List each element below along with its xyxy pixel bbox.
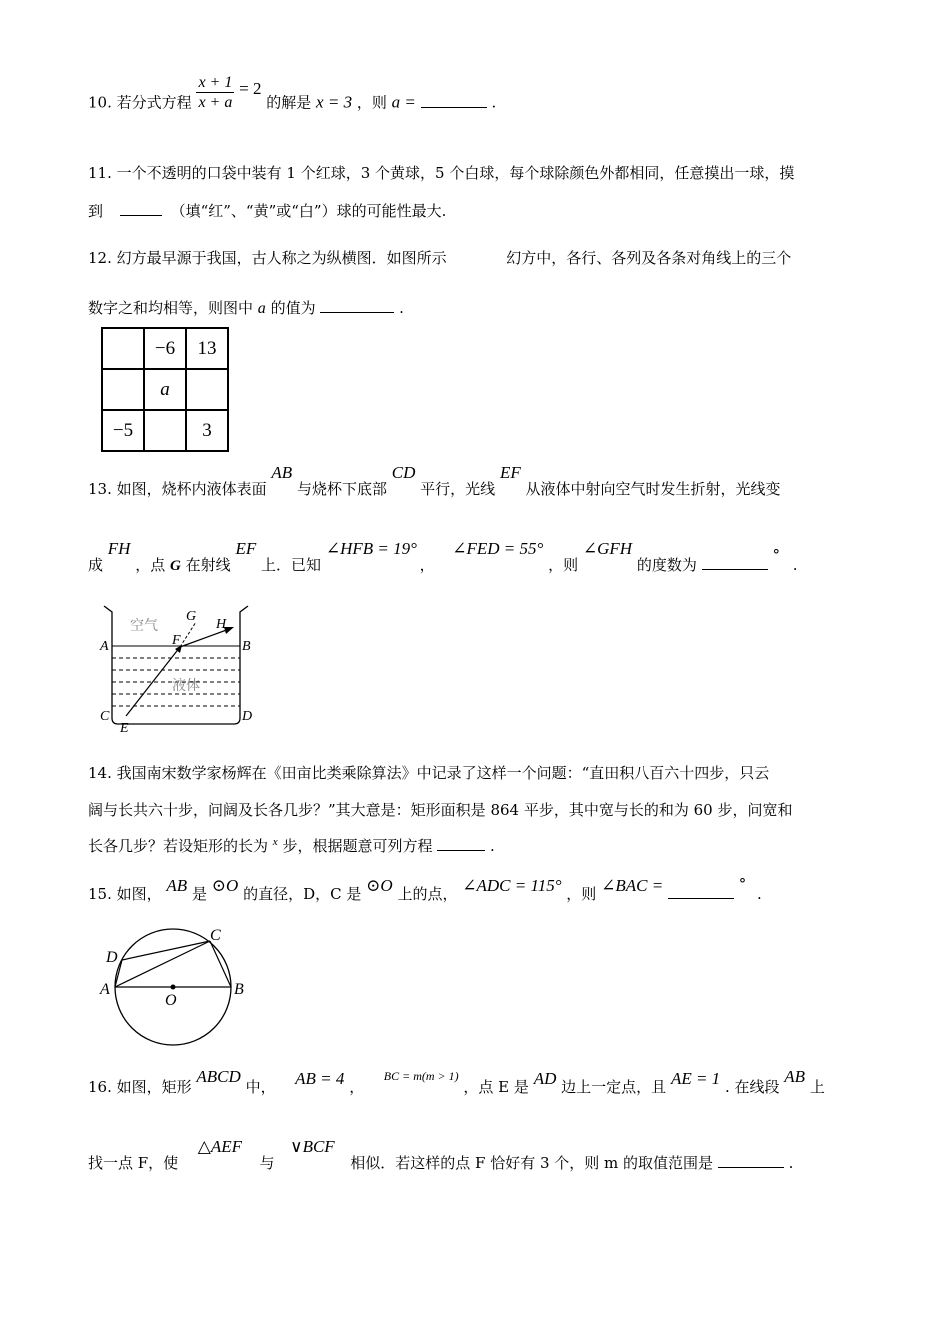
chord-ac [115,941,210,987]
label-f: F [172,633,181,648]
q15-text-2: 是 [191,885,207,903]
q15-answer-blank[interactable] [668,884,734,899]
label-c: C [100,709,110,724]
label-c: C [210,927,221,944]
q16-triangle-bcf: ∨BCF [290,1137,335,1156]
magic-square-cell: 13 [186,328,228,369]
label-b: B [242,639,251,654]
question-13-line-1 [88,463,781,499]
q15-degree: ° [738,875,747,893]
q15-text-3: 的直径，D，C 是 [243,885,362,903]
q16-text-8: 与 [259,1154,275,1172]
q13-text-3: 平行，光线 [420,480,496,498]
q10-solution: x = 3 [316,92,353,112]
q10-text-3: ，则 [356,93,387,112]
magic-square-cell: −5 [102,410,144,451]
q15-circle-o-2: ⊙O [366,876,393,895]
q16-period: . [788,1154,794,1172]
q11-answer-blank[interactable] [120,201,162,216]
q15-circle-o: ⊙O [211,876,239,895]
q12-variable: a [257,300,266,317]
q12-text-4: 的值为 [270,299,316,317]
q16-abcd: ABCD [196,1067,241,1086]
q16-text-4: 边上一定点，且 [561,1078,667,1096]
q15-angle-adc: ∠ADC = 115° [462,876,562,895]
q13-ef-2: EF [235,539,257,558]
q16-text: 16. 如图，矩形 [88,1078,192,1096]
q16-ae-1: AE = 1 [670,1069,721,1088]
q10-ask: a = [391,92,416,112]
q10-answer-blank[interactable] [421,93,487,108]
q13-angle-fed: ∠FED = 55° [452,539,544,558]
q16-text-3: ，点 E 是 [463,1078,529,1096]
q13-text-5: 成 [88,556,104,574]
q10-equals: = 2 [239,78,262,98]
label-o: O [165,992,177,1009]
q10-text-2: 的解是 [266,93,312,112]
label-d: D [242,709,253,724]
chord-cb [210,941,231,987]
q13-text-6: ，点 [135,556,166,574]
q13-text-9: ，则 [548,556,579,574]
q16-text-6: 上 [809,1078,825,1096]
q12-text: 12. 幻方最早源于我国，古人称之为纵横图．如图所示 [88,249,447,267]
q12-period: . [399,299,404,317]
q10-frac-denominator: x + a [198,94,233,111]
magic-square-cell: 3 [186,410,228,451]
q11-text: 到 [88,202,104,220]
label-air: 空气 [130,618,158,634]
question-13-line-2 [88,539,798,575]
q13-text-4: 从液体中射向空气时发生折射，光线变 [525,480,781,498]
magic-square-cell: a [144,369,186,410]
q16-text-9: 相似．若这样的点 F 恰好有 3 个，则 m 的取值范围是 [350,1154,714,1172]
q10-text: 若分式方程 [116,93,192,112]
label-e: E [120,721,129,736]
q10-number: 10. [88,93,112,112]
q14-text-2: 步，根据题意可列方程 [282,837,433,855]
q16-text-7: 找一点 F，使 [88,1154,179,1172]
magic-square-cell [186,369,228,410]
label-g: G [186,609,197,624]
q14-text: 长各几步？若设矩形的长为 [88,837,269,855]
question-12-line-1 [88,247,791,268]
circle-figure [98,924,258,1048]
q13-ef: EF [499,463,521,482]
q13-fh: FH [107,539,131,558]
q13-answer-blank[interactable] [702,555,768,570]
q16-triangle-aef: △AEF [197,1137,242,1156]
q15-text: 15. 如图， [88,885,162,903]
label-h: H [216,617,227,632]
label-d: D [106,949,118,966]
q10-period: . [491,93,497,112]
label-a: A [100,639,109,654]
q13-cd: CD [391,463,416,482]
q16-bc: BC = m(m > 1) [383,1069,459,1083]
magic-square-cell [102,328,144,369]
q13-degree: ° [772,546,780,564]
question-11-line-1: 11. 一个不透明的口袋中装有 1 个红球，3 个黄球，5 个白球，每个球除颜色外都相同，任意摸出一球，摸 [88,164,795,182]
q16-text-5: . 在线段 [724,1078,780,1096]
q16-ad: AD [533,1069,557,1088]
q13-comma: ， [419,556,435,574]
q13-text-8: 上．已知 [261,556,322,574]
magic-square [101,327,229,452]
q11-text-2: （填“红”、“黄”或“白”）球的可能性最大. [170,202,447,220]
q12-answer-blank[interactable] [320,298,394,313]
question-14-line-3 [88,835,495,856]
q13-ab: AB [271,463,293,482]
q14-x: x [272,836,278,848]
q16-answer-blank[interactable] [718,1153,784,1168]
q10-frac-numerator: x + 1 [198,74,233,91]
magic-square-cell [144,410,186,451]
q16-ab: AB [784,1067,806,1086]
question-14-line-2: 阔与长共六十步，问阔及长各几步？”其大意是：矩形面积是 864 平步，其中宽与长的和为 60 步，问宽和 [88,801,793,819]
q13-text-7: 在射线 [185,556,231,574]
q15-text-5: ，则 [566,885,597,903]
question-10 [88,74,497,123]
question-11-line-2 [88,200,446,221]
ray-fg-dashed [180,622,196,647]
question-15 [88,875,762,904]
beaker-figure [96,600,266,740]
q16-ab-4: AB = 4 [295,1069,345,1088]
q13-angle-gfh: ∠GFH [582,539,633,558]
q12-text-2: 幻方中，各行、各列及各条对角线上的三个 [506,249,792,267]
q12-text-3: 数字之和均相等，则图中 [88,299,254,317]
q13-angle-hfb: ∠HFB = 19° [325,539,417,558]
center-point [171,985,176,990]
q15-text-4: 上的点， [397,885,458,903]
question-16-line-2 [88,1137,794,1173]
q13-text-2: 与烧杯下底部 [296,480,387,498]
question-12-line-2 [88,297,404,318]
q13-text: 13. 如图，烧杯内液体表面 [88,480,267,498]
label-a: A [100,981,110,998]
q10-fraction [196,74,234,113]
q16-text-2: 中， [245,1078,276,1096]
q13-text-10: 的度数为 [636,556,697,574]
q15-ask: ∠BAC = [601,876,664,895]
q14-answer-blank[interactable] [437,836,485,851]
q15-period: . [757,885,762,903]
q13-g: G [170,558,181,574]
q14-period: . [490,837,495,855]
magic-square-cell [102,369,144,410]
magic-square-cell: −6 [144,328,186,369]
question-16-line-1 [88,1067,825,1097]
label-b: B [234,981,244,998]
label-liquid: 液体 [172,678,200,694]
question-14-line-1: 14. 我国南宋数学家杨辉在《田亩比类乘除算法》中记录了这样一个问题：“直田积八百六十四步，只云 [88,764,770,782]
q13-period: . [792,556,798,574]
q15-ab: AB [166,876,188,895]
q16-comma: ， [349,1078,365,1096]
